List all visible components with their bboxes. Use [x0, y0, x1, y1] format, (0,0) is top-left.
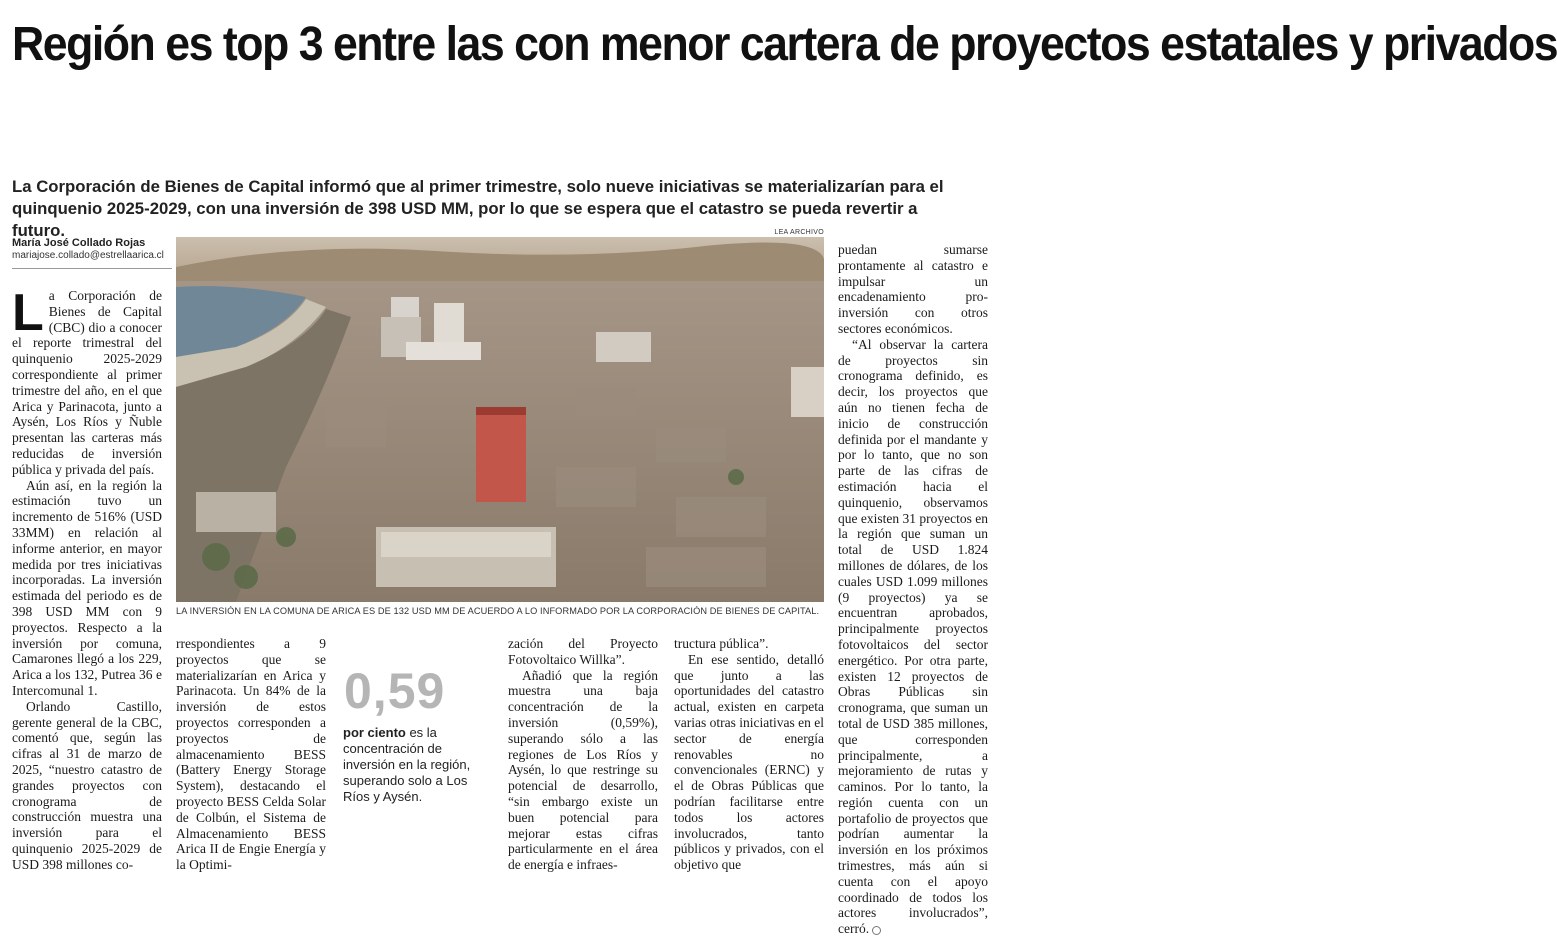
article-column-5 — [838, 242, 988, 937]
byline-divider — [12, 268, 172, 269]
paragraph: La Corporación de Bienes de Capital (CBC) dio a conocer el reporte trimestral del quinquenio 2025-2029 correspondiente al primer trimestre del año, en el que Arica y Parinacota, junto a Aysén, Los Ríos y Ñuble presentan las carteras más reducidas de inversión pública y privada del país. — [12, 284, 162, 477]
byline-email[interactable]: mariajose.collado@estrellaarica.cl — [12, 250, 164, 261]
headline: Región es top 3 entre las con menor cartera de proyectos estatales y privados — [12, 18, 1557, 71]
photo-credit: LEA ARCHIVO — [774, 229, 824, 236]
drop-cap: L — [12, 284, 44, 342]
article-column-1 — [12, 284, 162, 872]
paragraph: Orlando Castillo, gerente general de la CBC, comentó que, según las cifras al 31 de marzo de 2025, “nuestro catastro de grandes proyectos con cronograma de construcción muestra una inversión para el quinquenio 2025-2029 de USD 398 millones co- — [12, 698, 162, 872]
paragraph: En ese sentido, detalló que junto a las oportunidades del catastro actual, existen en carpeta varias otras iniciativas en el sector de energía renovables no convencionales (ERNC) y el de Obras Públicas que podrían facilitarse entre todos los actores involucrados, tanto públicos y privados, con el objetivo que — [674, 651, 824, 873]
paragraph: puedan sumarse prontamente al catastro e impulsar un encadenamiento pro-inversión con otros sectores económicos. — [838, 242, 988, 336]
photo-caption: LA INVERSIÓN EN LA COMUNA DE ARICA ES DE 132 USD MM DE ACUERDO A LO INFORMADO POR LA CORPORACIÓN DE BIENES DE CAPITAL. — [176, 606, 820, 617]
end-mark-icon — [872, 926, 881, 935]
pullquote-number: 0,59 — [344, 663, 446, 719]
pullquote-body: es la concentración de inversión en la región, superando solo a Los Ríos y Aysén. — [343, 725, 471, 804]
paragraph: zación del Proyecto Fotovoltaico Willka”. — [508, 636, 658, 667]
byline-author: María José Collado Rojas — [12, 237, 146, 249]
pullquote-bold: por ciento — [343, 725, 406, 740]
article-column-2 — [176, 636, 326, 873]
paragraph: “Al observar la cartera de proyectos sin cronograma definido, es decir, los proyectos que aún no tienen fecha de inicio de construcción definida por el mandante y por lo tanto, que no son parte de las cifras de estimación hacia el quinquenio, observamos que existen 31 proyectos en la región que suman un total de USD 1.824 millones de dólares, de los cuales USD 1.099 millones (9 proyectos) ya se encuentran aprobados, principalmente proyectos fotovoltaicos del sector energético. Por otra parte, existen 12 proyectos de Obras Públicas sin cronograma, que suman un total de USD 385 millones, que corresponden principalmente, a mejoramiento de rutas y caminos. Por lo tanto, la región cuenta con un portafolio de proyectos que podrían aumentar la inversión en los próximos trimestres, más aún si cuenta con el apoyo coordinado de todos los actores involucrados”, cerró. — [838, 336, 988, 937]
paragraph: rrespondientes a 9 proyectos que se materializarían en Arica y Parinacota. Un 84% de la inversión de estos proyectos corresponden a proyectos de almacenamiento BESS (Battery Energy Storage System), destacando el proyecto BESS Celda Solar de Colbún, el Sistema de Almacenamiento BESS Arica II de Engie Energía y la Optimi- — [176, 636, 326, 873]
article-column-3 — [508, 636, 658, 873]
paragraph: Aún así, en la región la estimación tuvo un incremento de 516% (USD 33MM) en relación al informe anterior, en mayor medida por tres iniciativas incorporadas. La inversión estimada del periodo es de 398 USD MM con 9 proyectos. Respecto a la inversión por comuna, Camarones llegó a los 229, Arica a los 132, Putrea 36 e Intercomunal 1. — [12, 477, 162, 698]
city-photo — [176, 237, 824, 602]
pullquote-text — [343, 725, 491, 805]
article-column-4 — [674, 636, 824, 873]
deck-subtitle: La Corporación de Bienes de Capital informó que al primer trimestre, solo nueve iniciativas se materializarían para el quinquenio 2025-2029, con una inversión de 398 USD MM, por lo que se espera que el catastro se pueda revertir a futuro. — [12, 177, 944, 240]
paragraph: Añadió que la región muestra una baja concentración de la inversión (0,59%), superando sólo a las regiones de Los Ríos y Aysén, lo que restringe su potencial de desarrollo, “sin embargo existe un buen potencial para mejorar estas cifras particularmente en el área de energía e infraes- — [508, 667, 658, 873]
paragraph: tructura pública”. — [674, 636, 769, 651]
